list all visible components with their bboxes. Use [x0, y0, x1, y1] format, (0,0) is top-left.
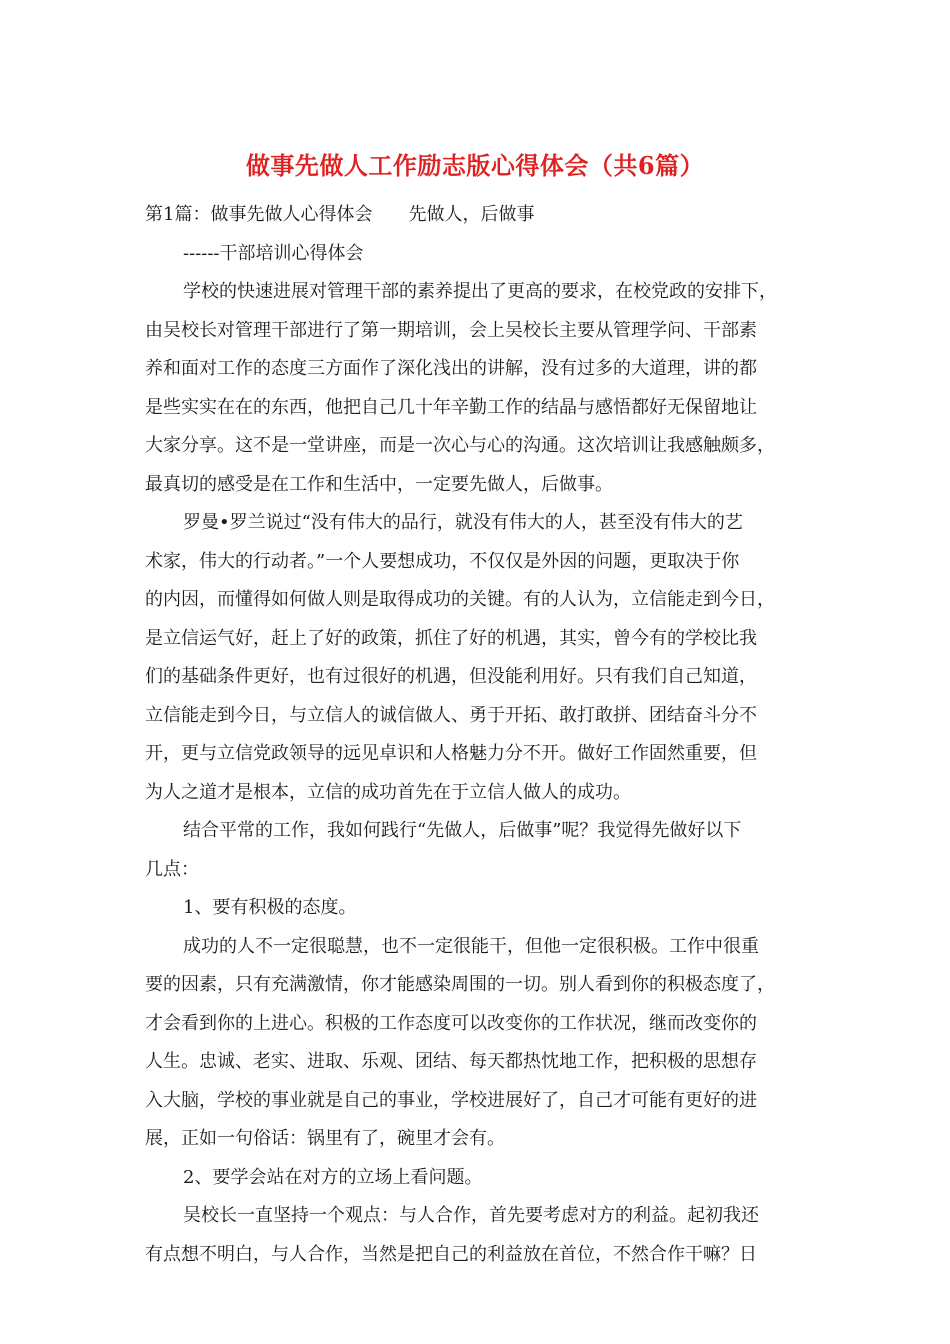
text-line: 结合平常的工作，我如何践行“先做人，后做事”呢？我觉得先做好以下 — [183, 820, 742, 841]
text-line: 是些实实在在的东西，他把自己几十年辛勤工作的结晶与感悟都好无保留地让 — [145, 396, 757, 418]
section-heading — [145, 196, 815, 235]
text-line: 们的基础条件更好，也有过很好的机遇，但没能利用好。只有我们自己知道， — [145, 666, 757, 687]
section-heading-part1: 第1篇：做事先做人心得体会 — [145, 204, 373, 225]
document-title: 做事先做人工作励志版心得体会（共6篇） — [245, 151, 705, 180]
text-line: 立信能走到今日，与立信人的诚信做人、勇于开拓、敢打敢拼、团结奋斗分不 — [145, 704, 757, 726]
document-body — [145, 196, 815, 1274]
text-line: 成功的人不一定很聪慧，也不一定很能干，但他一定很积极。工作中很重 — [183, 935, 759, 957]
text-line: 入大脑，学校的事业就是自己的事业，学校进展好了，自己才可能有更好的进 — [145, 1089, 757, 1111]
text-line: 人生。忠诚、老实、进取、乐观、团结、每天都热忱地工作，把积极的思想存 — [145, 1051, 757, 1072]
text-line: 的内因，而懂得如何做人则是取得成功的关键。有的人认为，立信能走到今日， — [145, 589, 775, 610]
section-subheading: ------干部培训心得体会 — [183, 242, 364, 264]
text-line: 要的因素，只有充满激情，你才能感染周围的一切。别人看到你的积极态度了， — [145, 974, 775, 995]
text-line: 开，更与立信党政领导的远见卓识和人格魅力分不开。做好工作固然重要，但 — [145, 743, 757, 764]
text-line: 几点： — [145, 858, 199, 880]
text-line: 有点想不明白，与人合作，当然是把自己的利益放在首位，不然合作干嘛？日 — [145, 1243, 757, 1265]
text-line: 才会看到你的上进心。积极的工作态度可以改变你的工作状况，继而改变你的 — [145, 1012, 757, 1034]
text-line: 罗曼•罗兰说过“没有伟大的品行，就没有伟大的人，甚至没有伟大的艺 — [183, 512, 743, 533]
list-heading: 2、要学会站在对方的立场上看问题。 — [183, 1166, 483, 1188]
text-line: 最真切的感受是在工作和生活中，一定要先做人，后做事。 — [145, 473, 613, 495]
text-line: 由吴校长对管理干部进行了第一期培训，会上吴校长主要从管理学问、干部素 — [145, 319, 757, 341]
list-heading: 1、要有积极的态度。 — [183, 897, 357, 918]
text-line: 是立信运气好，赶上了好的政策，抓住了好的机遇，其实，曾今有的学校比我 — [145, 627, 757, 649]
text-line: 吴校长一直坚持一个观点：与人合作，首先要考虑对方的利益。起初我还 — [183, 1205, 759, 1226]
text-line: 术家，伟大的行动者。”一个人要想成功，不仅仅是外因的问题，更取决于你 — [145, 550, 740, 572]
text-line: 展，正如一句俗话：锅里有了，碗里才会有。 — [145, 1128, 505, 1149]
text-line: 大家分享。这不是一堂讲座，而是一次心与心的沟通。这次培训让我感触颇多， — [145, 435, 775, 456]
text-line: 为人之道才是根本，立信的成功首先在于立信人做人的成功。 — [145, 781, 631, 803]
section-heading-part2: 先做人，后做事 — [408, 204, 535, 225]
text-line: 养和面对工作的态度三方面作了深化浅出的讲解，没有过多的大道理，讲的都 — [145, 358, 757, 379]
text-line: 学校的快速进展对管理干部的素养提出了更高的要求，在校党政的安排下， — [183, 281, 777, 302]
